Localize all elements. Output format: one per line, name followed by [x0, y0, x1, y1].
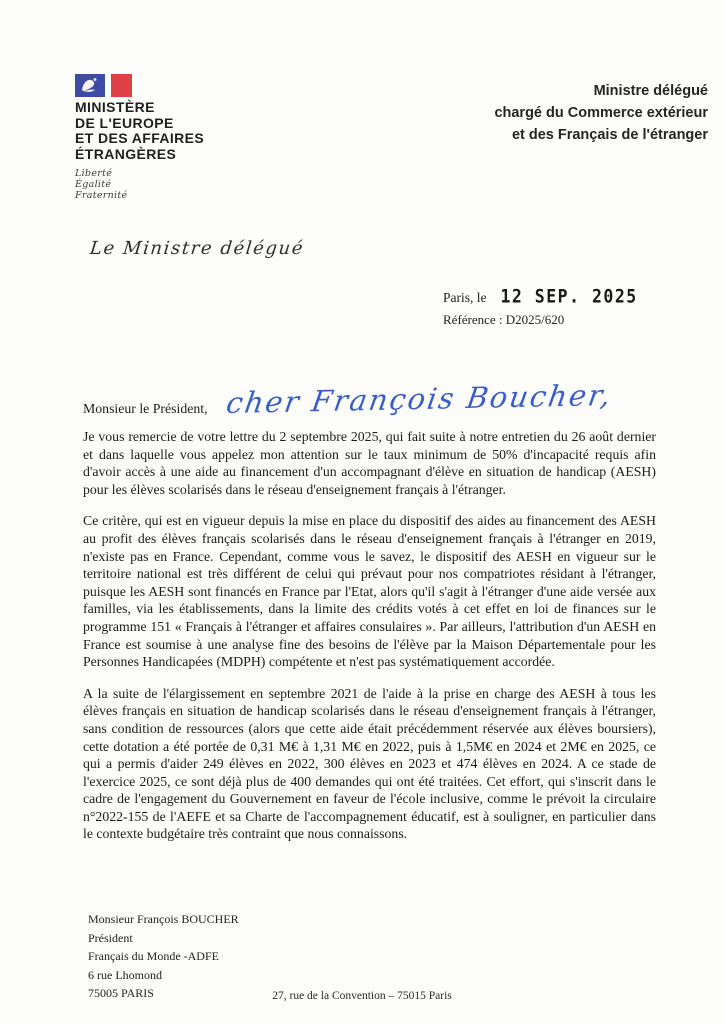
- republic-motto: [75, 168, 204, 201]
- salutation-printed: Monsieur le Président,: [83, 401, 208, 416]
- recipient-city: 75005 PARIS: [88, 986, 154, 1000]
- ministry-name-line: MINISTÈRE: [75, 99, 155, 115]
- handwritten-note: cher François Boucher,: [223, 377, 615, 421]
- minister-title-line: Ministre délégué: [593, 83, 708, 99]
- letter-body: [83, 428, 656, 857]
- minister-title: [494, 80, 708, 146]
- motto-line: Liberté: [75, 168, 113, 179]
- salutation-row: [83, 377, 615, 421]
- ministry-name-line: DE L'EUROPE: [75, 114, 174, 131]
- dateline: [443, 287, 638, 328]
- ministry-name: [75, 100, 204, 162]
- sender-script-title: Le Ministre délégué: [88, 238, 306, 259]
- motto-line: Fraternité: [75, 190, 128, 201]
- body-paragraph-1: Je vous remercie de votre lettre du 2 septembre 2025, qui fait suite à notre entretien du 26 août dernier et dans laquelle vous appelez mon attention sur le taux minimum de 50% d'incapacité requis afin d'avoir accès à une aide au financement d'un accompagnant d'élève en situation de handicap (AESH) pour les élèves scolarisés dans le réseau d'enseignement français à l'étranger.: [83, 429, 656, 497]
- recipient-role: Président: [88, 930, 133, 945]
- reference-number: Référence : D2025/620: [443, 312, 565, 327]
- minister-title-line: chargé du Commerce extérieur: [494, 105, 708, 121]
- ministry-name-line: ET DES AFFAIRES: [75, 130, 205, 146]
- body-paragraph-3: A la suite de l'élargissement en septembre 2021 de l'aide à la prise en charge des AESH à tous les élèves français en situation de handicap scolarisés dans le réseau d'enseignement français à l'étranger, sans condition de ressources (alors que cette aide était précédemment réservée aux élèves boursiers), cette dotation a été portée de 0,31 M€ à 1,31 M€ en 2022, puis à 1,5M€ en 2024 et 2M€ en 2025, ce qui a permis d'aider 249 élèves en 2022, 300 élèves en 2023 et 474 élèves en 2024. A ce stade de l'exercice 2025, ce sont déjà plus de 400 demandes qui ont été traitées. Cet effort, qui s'inscrit dans le cadre de l'engagement du Gouvernement en faveur de l'école inclusive, comme le prévoit la circulaire n°2022-155 de l'AEFE et sa Charte de l'accompagnement éducatif, est à souligner, en particulier dans le contexte budgétaire très contraint que nous connaissons.: [83, 685, 656, 842]
- recipient-organization: Français du Monde -ADFE: [88, 949, 219, 963]
- date-row: [443, 287, 638, 307]
- recipient-name: Monsieur François BOUCHER: [88, 912, 239, 926]
- footer-address: 27, rue de la Convention – 75015 Paris: [272, 990, 452, 1002]
- recipient-block: [88, 910, 239, 1003]
- date-stamp: 12 SEP. 2025: [500, 285, 638, 308]
- place-prefix: Paris, le: [443, 290, 487, 305]
- motto-line: Égalité: [75, 179, 112, 190]
- ministry-logo-block: [75, 74, 204, 201]
- marianne-flag-icon: [75, 74, 133, 97]
- recipient-street: 6 rue Lhomond: [88, 967, 162, 982]
- minister-title-line: et des Français de l'étranger: [511, 127, 708, 143]
- body-paragraph-2: Ce critère, qui est en vigueur depuis la mise en place du dispositif des aides au financement des AESH au profit des élèves français scolarisés dans le réseau d'enseignement français à l'étranger en 2019, n'existe pas en France. Cependant, comme vous le savez, le dispositif des AESH en vigueur sur le territoire national est très différent de celui qui prévaut pour nos compatriotes résidant à l'étranger, puisque les AESH sont financés en France par l'Etat, alors qu'il s'agit à l'étranger d'une aide versée aux familles, via les établissements, dans la limite des crédits votés à cet effet en loi de finances sur le programme 151 « Français à l'étranger et affaires consulaires ». Par ailleurs, l'attribution d'un AESH en France est soumise à une analyse fine des besoins de l'élève par la Maison Départementale pour les Personnes Handicapées (MDPH) compétente et n'est pas systématiquement accordée.: [83, 513, 656, 670]
- ministry-name-line: ÉTRANGÈRES: [75, 145, 177, 162]
